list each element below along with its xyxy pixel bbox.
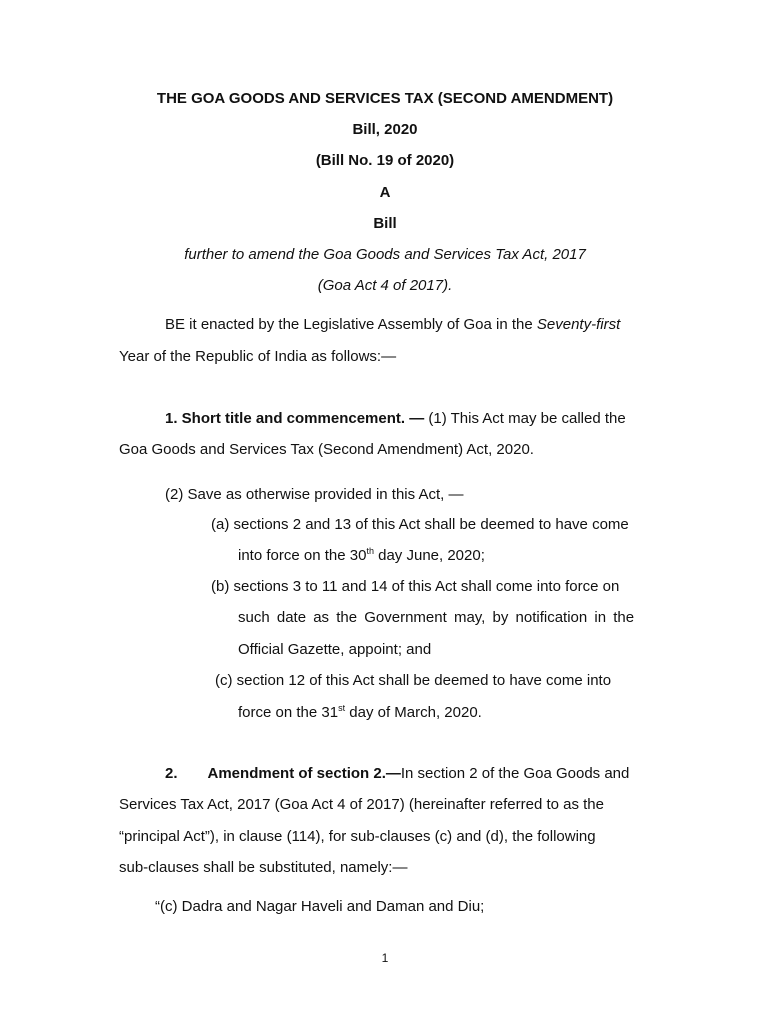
section-2-heading-line xyxy=(165,764,629,784)
clause-c-line-1: (c) section 12 of this Act shall be deemed to have come into xyxy=(215,672,612,689)
ordinal-suffix: st xyxy=(338,703,346,713)
clause-b-line-2-text: such date as the Government may, by notification in the xyxy=(238,609,635,626)
section-2-line-4: sub-clauses shall be substituted, namely:— xyxy=(119,859,408,876)
clause-b-line-1: (b) sections 3 to 11 and 14 of this Act shall come into force on xyxy=(211,578,620,595)
act-reference: (Goa Act 4 of 2017). xyxy=(317,277,453,294)
bill-label: Bill xyxy=(373,215,397,232)
section-2-line-2: Services Tax Act, 2017 (Goa Act 4 of 2017) (hereinafter referred to as the xyxy=(119,796,604,813)
enacting-year-italic: Seventy-first xyxy=(536,316,621,333)
bill-title: THE GOA GOODS AND SERVICES TAX (SECOND AMENDMENT) xyxy=(156,90,614,107)
section-1-text: (1) This Act may be called the xyxy=(424,410,626,427)
bill-purpose: further to amend the Goa Goods and Services Tax Act, 2017 xyxy=(184,246,586,263)
clause-a-line-1: (a) sections 2 and 13 of this Act shall be deemed to have come xyxy=(211,516,629,533)
section-2-heading: Amendment of section 2.— xyxy=(207,765,401,782)
clause-a-line-2 xyxy=(238,546,485,566)
a-label: A xyxy=(379,184,391,201)
section-1-sub-2: (2) Save as otherwise provided in this Act, — xyxy=(165,486,464,503)
clause-a-text: into force on the 30 xyxy=(238,547,367,564)
bill-year: Bill, 2020 xyxy=(352,121,418,138)
clause-a-text-end: day June, 2020; xyxy=(373,547,485,564)
clause-c-line-2 xyxy=(238,703,482,723)
clause-b-line-3: Official Gazette, appoint; and xyxy=(238,641,432,658)
section-2-text: In section 2 of the Goa Goods and xyxy=(400,765,630,782)
enacting-line-1 xyxy=(165,315,620,335)
clause-c-text: force on the 31 xyxy=(238,704,339,721)
section-1-heading-line xyxy=(165,409,626,429)
section-2-line-3: “principal Act”), in clause (114), for sub-clauses (c) and (d), the following xyxy=(119,828,596,845)
clause-b-line-2 xyxy=(238,608,677,628)
ordinal-suffix: th xyxy=(366,546,374,556)
section-2-number: 2. xyxy=(165,765,178,782)
section-1-line-2: Goa Goods and Services Tax (Second Amendment) Act, 2020. xyxy=(119,441,534,458)
section-1-heading: 1. Short title and commencement. — xyxy=(165,410,425,427)
clause-c-text-end: day of March, 2020. xyxy=(345,704,482,721)
section-2-quote: “(c) Dadra and Nagar Haveli and Daman and Diu; xyxy=(155,898,485,915)
page-number: 1 xyxy=(381,951,389,965)
enacting-line-2: Year of the Republic of India as follows:— xyxy=(119,348,397,365)
enacting-text: BE it enacted by the Legislative Assembly of Goa in the xyxy=(165,316,537,333)
bill-number: (Bill No. 19 of 2020) xyxy=(315,152,455,169)
